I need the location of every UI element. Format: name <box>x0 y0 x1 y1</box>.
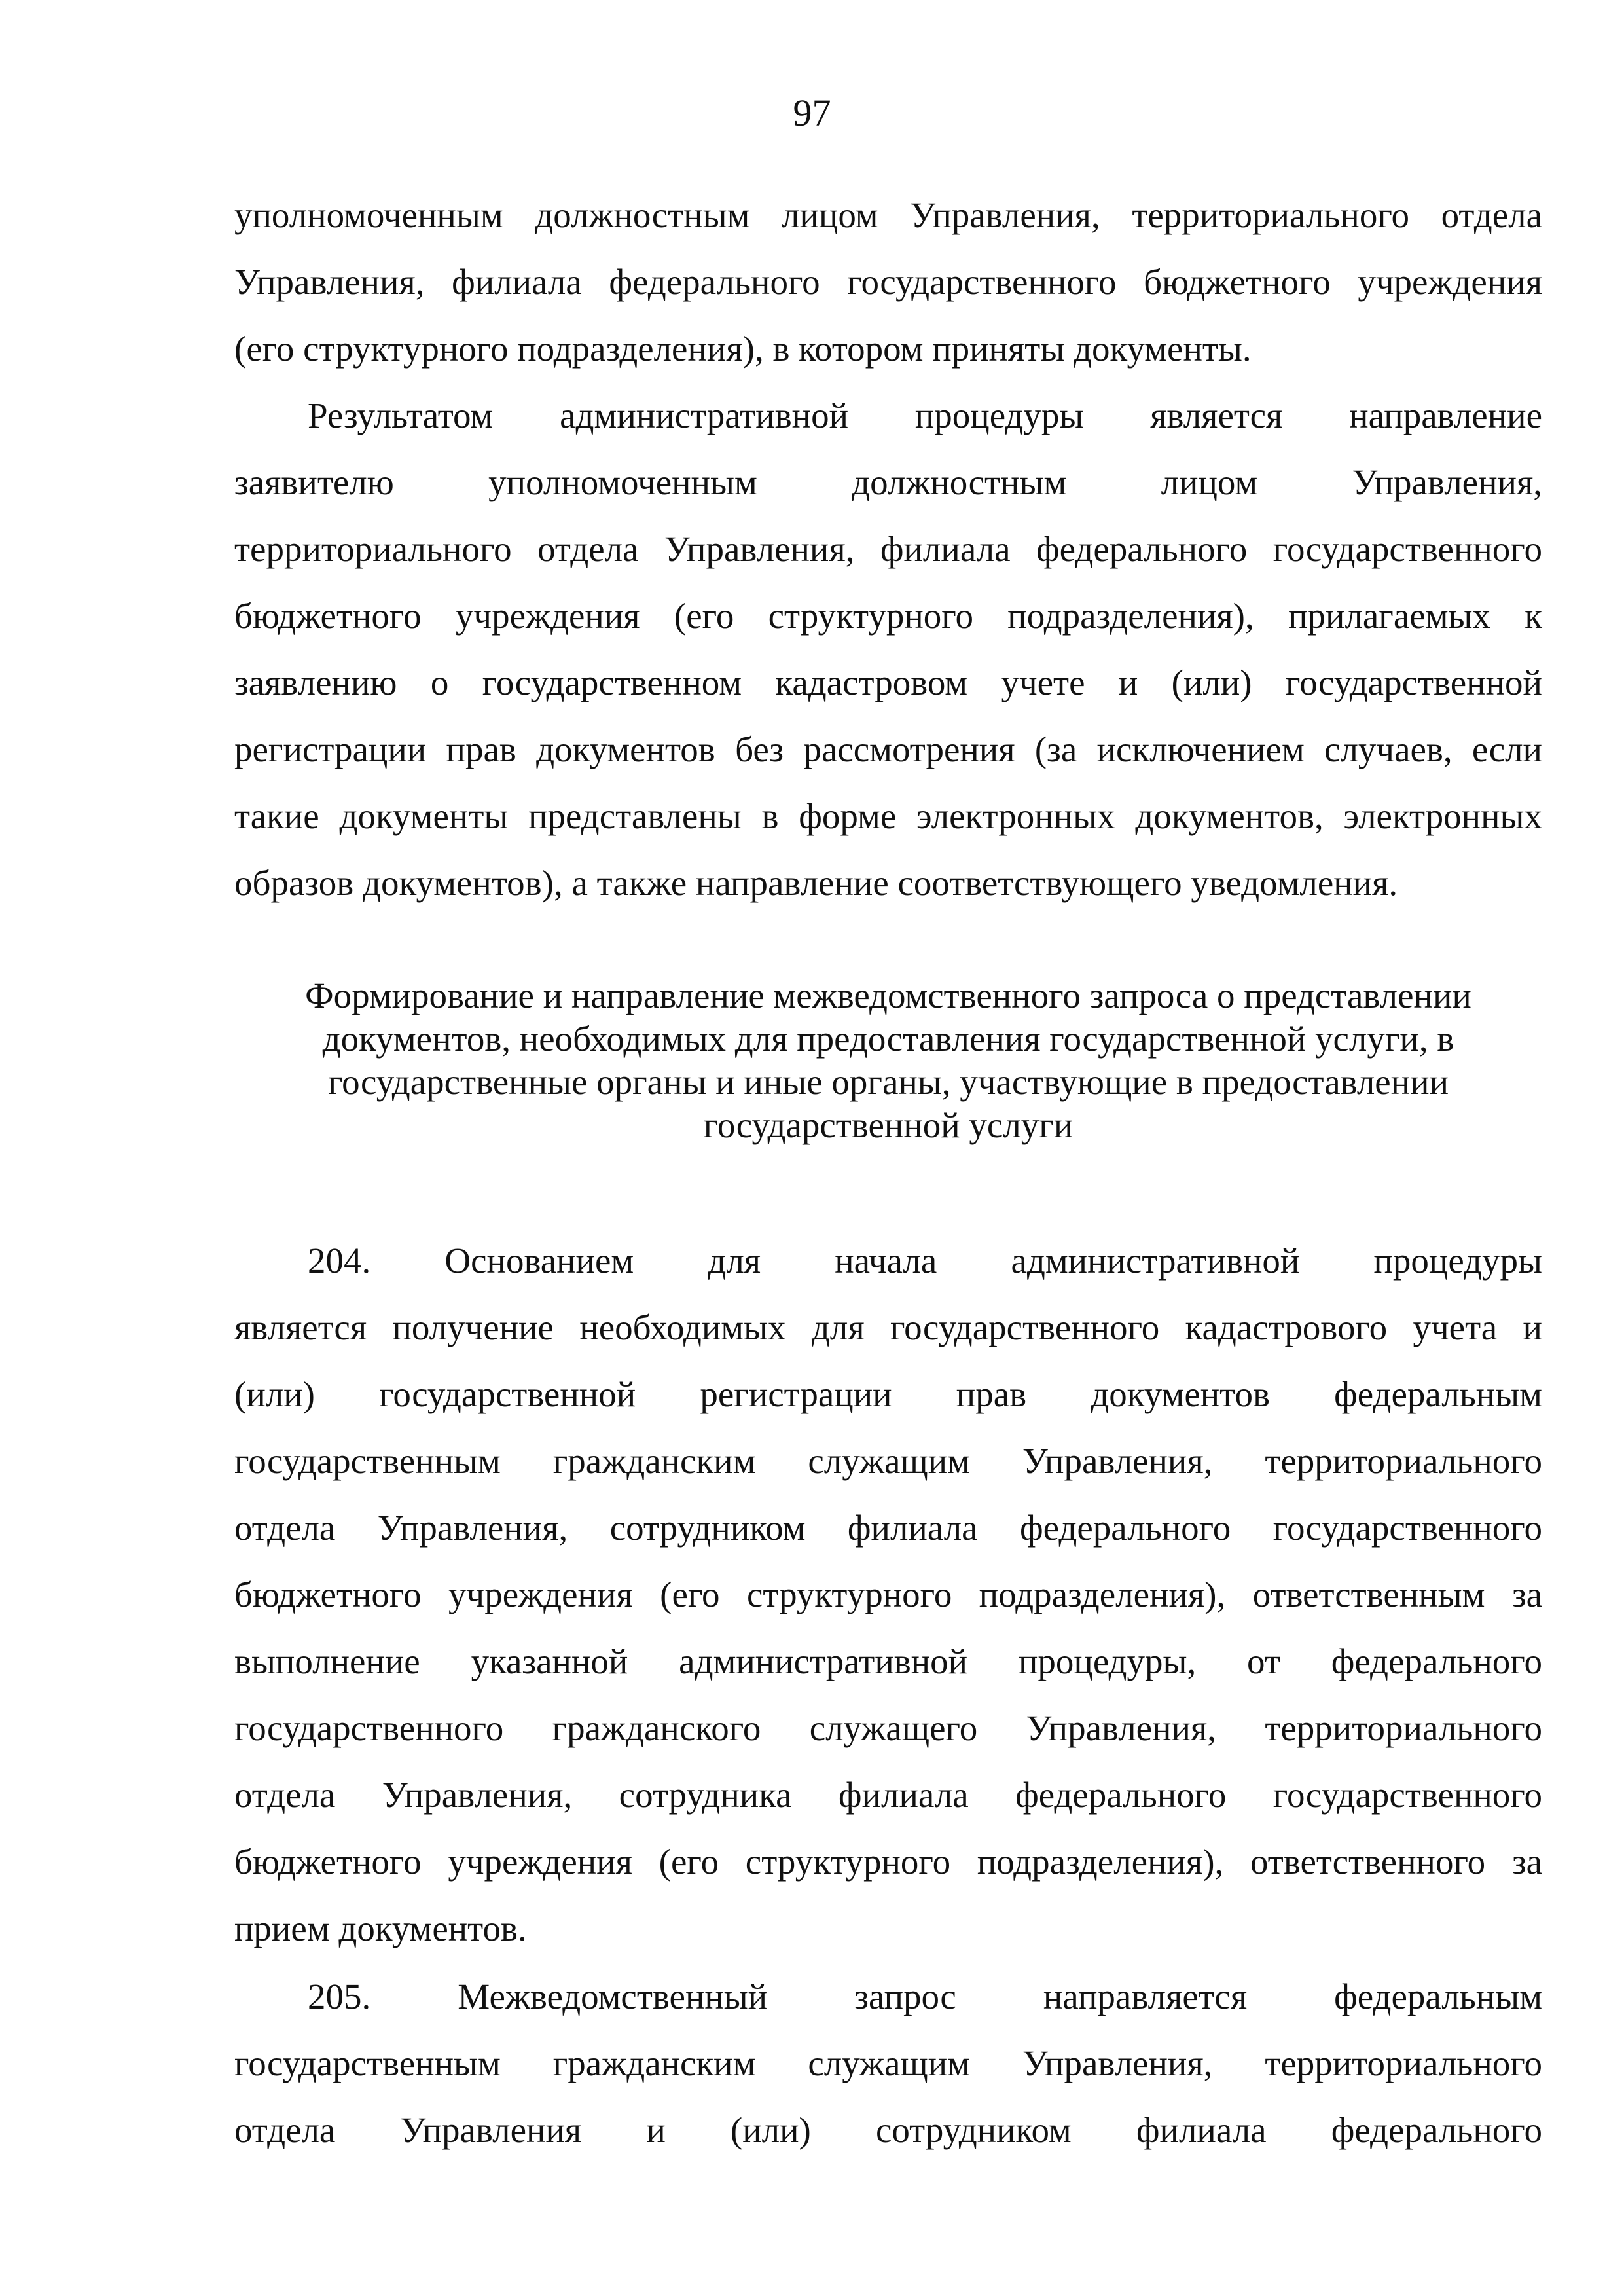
text-line: уполномоченным должностным лицом Управления, территориального отдела <box>234 195 1542 235</box>
paragraph-204 <box>234 1228 1542 1962</box>
text-line: отдела Управления и (или) сотрудником филиала федерального <box>234 2110 1542 2150</box>
text-line: отдела Управления, сотрудника филиала федерального государственного <box>234 1775 1542 1815</box>
text-line: заявителю уполномоченным должностным лицом Управления, <box>234 462 1542 502</box>
text-line: является получение необходимых для государственного кадастрового учета и <box>234 1307 1542 1347</box>
text-line: бюджетного учреждения (его структурного подразделения), прилагаемых к <box>234 596 1542 636</box>
paragraph-continuation <box>234 182 1542 382</box>
heading-line: Формирование и направление межведомственного запроса о представлении <box>305 975 1471 1015</box>
text-line: государственным гражданским служащим Управления, территориального <box>234 1441 1542 1481</box>
text-line: такие документы представлены в форме электронных документов, электронных <box>234 796 1542 836</box>
paragraph-205 <box>234 1963 1542 2164</box>
heading-line: государственной услуги <box>703 1105 1074 1145</box>
text-line: выполнение указанной административной процедуры, от федерального <box>234 1641 1542 1681</box>
heading-line: документов, необходимых для предоставления государственной услуги, в <box>322 1019 1454 1059</box>
text-line: (или) государственной регистрации прав документов федеральным <box>234 1374 1542 1414</box>
text-line: 204. Основанием для начала административной процедуры <box>308 1241 1542 1281</box>
text-line: 205. Межведомственный запрос направляется федеральным <box>308 1977 1542 2016</box>
text-line: государственным гражданским служащим Управления, территориального <box>234 2043 1542 2083</box>
text-line: бюджетного учреждения (его структурного подразделения), ответственного за <box>234 1842 1542 1882</box>
section-heading <box>234 974 1542 1147</box>
heading-line: государственные органы и иные органы, участвующие в предоставлении <box>327 1062 1449 1102</box>
text-line: отдела Управления, сотрудником филиала федерального государственного <box>234 1508 1542 1548</box>
text-line: государственного гражданского служащего Управления, территориального <box>234 1708 1542 1748</box>
text-line: Управления, филиала федерального государственного бюджетного учреждения <box>234 262 1542 302</box>
text-line: прием документов. <box>234 1908 527 1948</box>
paragraph-result <box>234 382 1542 917</box>
text-line: Результатом административной процедуры является направление <box>308 395 1542 435</box>
page-number: 97 <box>793 92 831 134</box>
text-line: территориального отдела Управления, филиала федерального государственного <box>234 529 1542 569</box>
text-line: регистрации прав документов без рассмотрения (за исключением случаев, если <box>234 729 1542 769</box>
text-line: заявлению о государственном кадастровом учете и (или) государственной <box>234 663 1542 702</box>
text-line: бюджетного учреждения (его структурного подразделения), ответственным за <box>234 1575 1542 1614</box>
text-line: (его структурного подразделения), в котором приняты документы. <box>234 329 1252 369</box>
text-line: образов документов), а также направление соответствующего уведомления. <box>234 863 1398 903</box>
